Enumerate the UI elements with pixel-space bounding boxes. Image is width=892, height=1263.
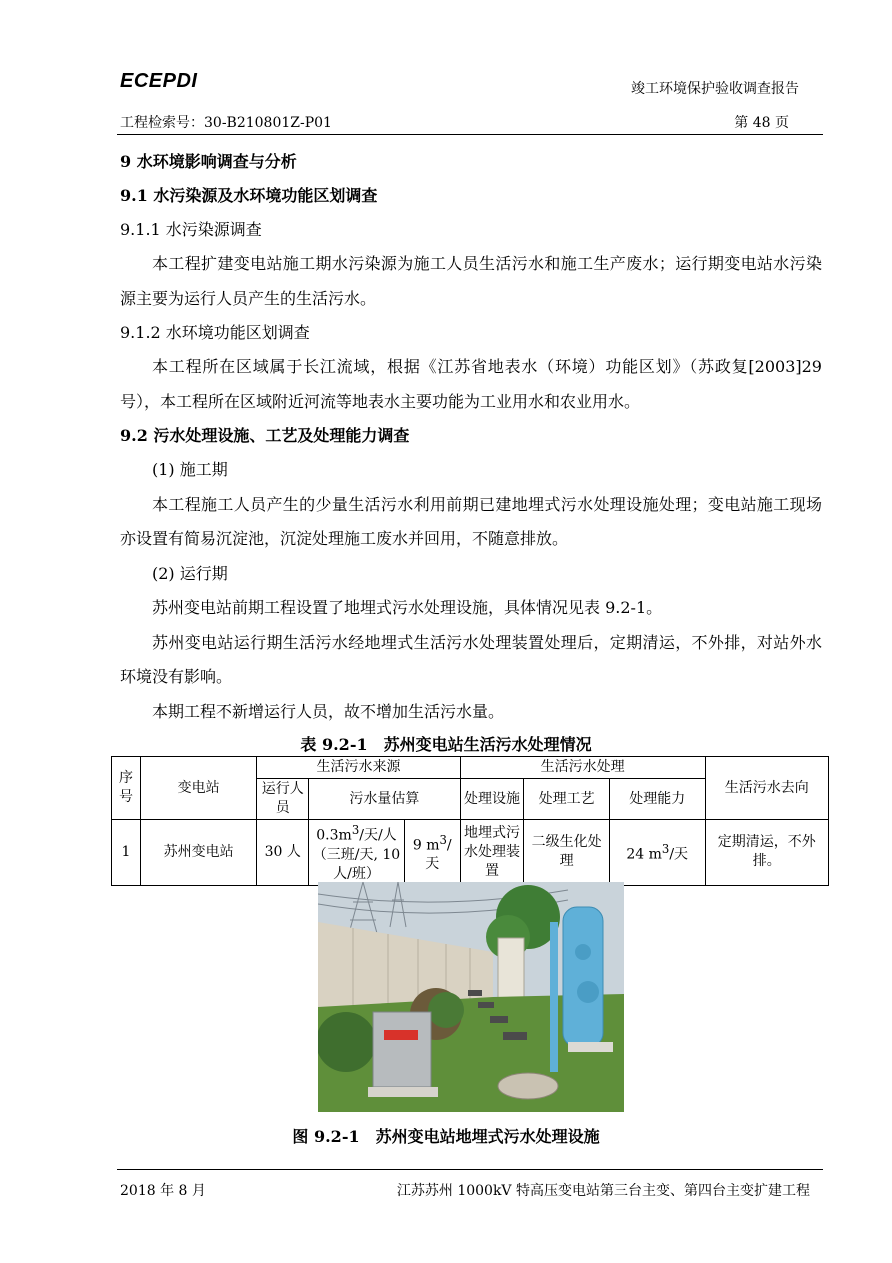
- header-staff: 运行人员: [257, 779, 309, 820]
- control-cabinet: [498, 938, 524, 998]
- tank-hatch: [577, 981, 599, 1003]
- table-header-row: [112, 757, 829, 779]
- cell-capacity: [609, 820, 705, 886]
- header-facility: 处理设施: [460, 779, 524, 820]
- item-construction-period: (1) 施工期: [152, 460, 228, 479]
- section-9-1-title: 9.1 水污染源及水环境功能区划调查: [120, 186, 378, 205]
- item-operation-period: (2) 运行期: [152, 563, 228, 583]
- section-9-1-1-title: 9.1.1 水污染源调查: [120, 220, 262, 239]
- figure-caption: 图 9.2-1 苏州变电站地埋式污水处理设施: [292, 1127, 600, 1146]
- shrub-green: [428, 992, 464, 1028]
- company-logo: ECEPDI: [120, 70, 198, 92]
- paragraph-function-zone: 本工程所在区域属于长江流域，根据《江苏省地表水（环境）功能区划》（苏政复[2003]29号），本工程所在区域附近河流等地表水主要功能为工业用水和农业用水。: [120, 357, 822, 411]
- footer-project: 江苏苏州 1000kV 特高压变电站第三台主变、第四台主变扩建工程: [396, 1183, 810, 1199]
- header-destination: 生活污水去向: [705, 757, 829, 820]
- volume-b-value: 9 m: [412, 837, 440, 854]
- manhole-cover: [498, 1073, 558, 1099]
- header-capacity: 处理能力: [609, 779, 705, 820]
- header-treatment-group: 生活污水处理: [460, 757, 705, 779]
- capacity-value: 24 m: [626, 846, 662, 863]
- cell-process: 二级生化处理: [524, 820, 610, 886]
- cell-seq: 1: [112, 820, 141, 886]
- volume-b-unit: /天: [425, 837, 452, 873]
- table-caption: 表 9.2-1 苏州变电站生活污水处理情况: [300, 735, 592, 754]
- shrub-left: [318, 1012, 376, 1072]
- paragraph-pollution-source: 本工程扩建变电站施工期水污染源为施工人员生活污水和施工生产废水；运行期变电站水污染源主要为运行人员产生的生活污水。: [120, 254, 822, 308]
- footer-rule: [117, 1169, 823, 1170]
- capacity-unit: /天: [669, 846, 689, 863]
- box-base: [368, 1087, 438, 1097]
- footer-date: 2018 年 8 月: [120, 1183, 206, 1199]
- section-9-title: 9 水环境影响调查与分析: [120, 152, 297, 171]
- section-9-1-2-title: 9.1.2 水环境功能区划调查: [120, 323, 310, 342]
- header-source-group: 生活污水来源: [257, 757, 460, 779]
- report-title: 竣工环境保护验收调查报告: [631, 81, 799, 97]
- facility-photo-drawing: [318, 882, 624, 1112]
- capacity-exponent: 3: [661, 842, 670, 856]
- paragraph-operation-1: 苏州变电站前期工程设置了地埋式污水处理设施，具体情况见表 9.2-1。: [152, 598, 663, 617]
- cell-facility: 地埋式污水处理装置: [460, 820, 524, 886]
- warning-label: [384, 1030, 418, 1040]
- sewage-table: [111, 756, 829, 886]
- paragraph-operation-2: 苏州变电站运行期生活污水经地埋式生活污水处理装置处理后，定期清运，不外排，对站外水环境没有影响。: [120, 632, 822, 686]
- header-volume-estimate: 污水量估算: [309, 779, 461, 820]
- header-rule: [117, 134, 823, 135]
- volume-a-unit: /天/人（三班/天, 10 人/班）: [312, 827, 401, 882]
- section-9-2-title: 9.2 污水处理设施、工艺及处理能力调查: [120, 426, 410, 445]
- facility-photo: [318, 882, 624, 1112]
- paragraph-operation-3: 本期工程不新增运行人员，故不增加生活污水量。: [152, 701, 505, 721]
- cell-destination: 定期清运，不外排。: [705, 820, 829, 886]
- tank-pipe: [550, 922, 558, 1072]
- page-number: 第 48 页: [734, 115, 789, 131]
- water-tank: [563, 907, 603, 1047]
- tank-flange: [575, 944, 591, 960]
- paragraph-construction: 本工程施工人员产生的少量生活污水利用前期已建地埋式污水处理设施处理；变电站施工现场亦设置有简易沉淀池，沉淀处理施工废水并回用，不随意排放。: [120, 494, 822, 548]
- header-station: 变电站: [140, 757, 256, 820]
- volume-b-exponent: 3: [439, 832, 447, 847]
- header-process: 处理工艺: [524, 779, 610, 820]
- cell-station: 苏州变电站: [140, 820, 256, 886]
- cell-volume-total: [404, 820, 460, 886]
- cell-staff: 30 人: [257, 820, 309, 886]
- cell-volume-per-person: [309, 820, 405, 886]
- equipment-box: [373, 1012, 431, 1087]
- tank-base: [568, 1042, 613, 1052]
- volume-a-exponent: 3: [351, 823, 360, 837]
- body-content: [120, 145, 822, 729]
- project-reference: 工程检索号：30-B210801Z-P01: [120, 115, 332, 131]
- volume-a-value: 0.3m: [316, 827, 352, 844]
- table-row: [112, 820, 829, 886]
- header-seq: 序号: [112, 757, 141, 820]
